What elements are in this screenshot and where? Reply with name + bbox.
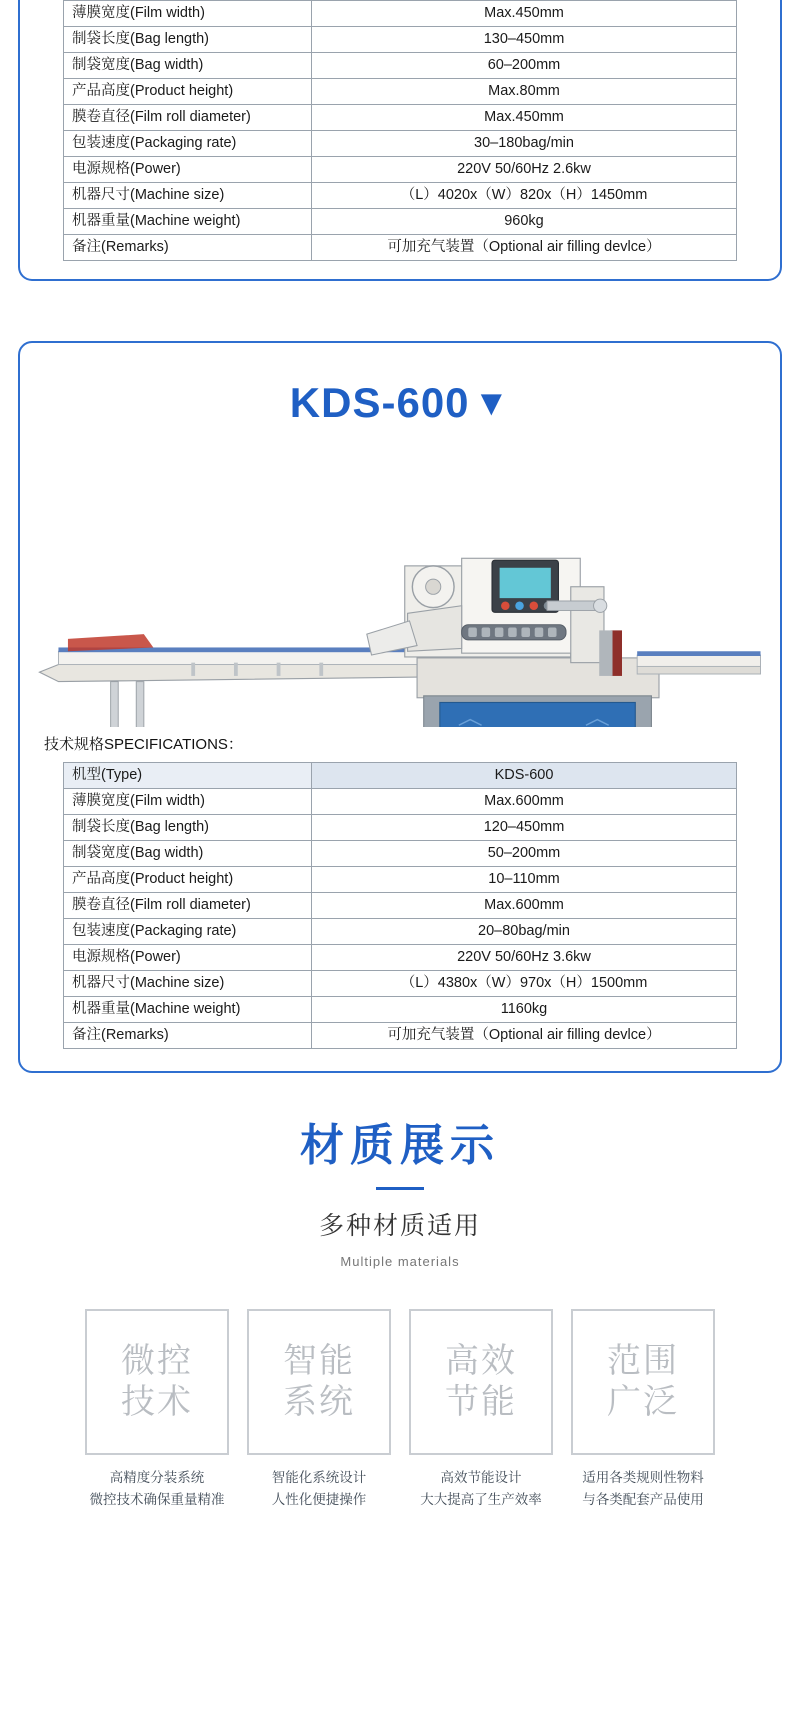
materials-subtitle: 多种材质适用: [318, 1212, 481, 1240]
machine-illustration: [30, 437, 770, 727]
spec-label: 备注(Remarks): [64, 235, 312, 261]
feature-line-1: 高效: [445, 1341, 517, 1380]
spec-label: 机器重量(Machine weight): [64, 209, 312, 235]
spec-value: 10–110mm: [312, 867, 737, 893]
kds600-spec-table: [63, 762, 737, 1049]
table-row: [64, 789, 737, 815]
feature-box: [85, 1309, 229, 1455]
table-row: [64, 53, 737, 79]
table-row: [64, 815, 737, 841]
spec-label: 产品高度(Product height): [64, 867, 312, 893]
top-spec-card: [18, 0, 782, 281]
spec-value: Max.600mm: [312, 893, 737, 919]
spec-label: 制袋长度(Bag length): [64, 27, 312, 53]
spec-label: 制袋宽度(Bag width): [64, 53, 312, 79]
table-row: [64, 1023, 737, 1049]
feature-line-2: 节能: [445, 1383, 517, 1421]
spec-label: 机器尺寸(Machine size): [64, 183, 312, 209]
spec-value: 20–80bag/min: [312, 919, 737, 945]
table-row: [64, 235, 737, 261]
spec-label: 薄膜宽度(Film width): [64, 1, 312, 27]
feature-item: [85, 1309, 229, 1512]
top-spec-table: [63, 0, 737, 261]
spec-label: 薄膜宽度(Film width): [64, 789, 312, 815]
feature-caption: [247, 1467, 391, 1512]
kds600-title: [20, 343, 780, 433]
feature-caption: [571, 1467, 715, 1512]
feature-caption-1: 高精度分装系统: [109, 1470, 205, 1485]
table-row: [64, 971, 737, 997]
feature-line-1: 微控: [121, 1341, 193, 1380]
table-row: [64, 919, 737, 945]
spec-label: 备注(Remarks): [64, 1023, 312, 1049]
spec-label: 机器尺寸(Machine size): [64, 971, 312, 997]
feature-caption: [409, 1467, 553, 1512]
spec-value: 可加充气装置（Optional air filling devlce）: [312, 1023, 737, 1049]
spec-value: 120–450mm: [312, 815, 737, 841]
spec-label: 包装速度(Packaging rate): [64, 919, 312, 945]
table-row: [64, 183, 737, 209]
spec-value: 220V 50/60Hz 2.6kw: [312, 157, 737, 183]
feature-caption-2: 大大提高了生产效率: [420, 1492, 542, 1508]
spec-value: Max.450mm: [312, 105, 737, 131]
feature-item: [571, 1309, 715, 1512]
feature-line-1: 智能: [283, 1341, 355, 1380]
spec-value: （L）4020x（W）820x（H）1450mm: [312, 183, 737, 209]
table-row: [64, 1, 737, 27]
table-row: [64, 867, 737, 893]
spec-value: Max.80mm: [312, 79, 737, 105]
feature-item: [409, 1309, 553, 1512]
feature-box: [409, 1309, 553, 1455]
kds600-title-text: KDS-600: [289, 379, 470, 426]
spec-label: 包装速度(Packaging rate): [64, 131, 312, 157]
feature-row: [0, 1309, 800, 1512]
table-row: [64, 893, 737, 919]
spec-value: 130–450mm: [312, 27, 737, 53]
spec-label: 制袋宽度(Bag width): [64, 841, 312, 867]
spec-value: 30–180bag/min: [312, 131, 737, 157]
spec-value: Max.600mm: [312, 789, 737, 815]
title-divider: [376, 1187, 424, 1190]
spec-value: 50–200mm: [312, 841, 737, 867]
spec-label: 制袋长度(Bag length): [64, 815, 312, 841]
spec-header-value: KDS-600: [312, 763, 737, 789]
feature-caption-2: 人性化便捷操作: [271, 1492, 367, 1508]
table-row: [64, 79, 737, 105]
feature-box: [247, 1309, 391, 1455]
spec-heading: 技术规格SPECIFICATIONS：: [44, 736, 243, 753]
spec-header-label: 机型(Type): [64, 763, 312, 789]
spec-value: Max.450mm: [312, 1, 737, 27]
table-row: [64, 157, 737, 183]
feature-item: [247, 1309, 391, 1512]
feature-caption-2: 微控技术确保重量精准: [89, 1492, 225, 1508]
table-header-row: [64, 763, 737, 789]
machine-drawing: [30, 437, 770, 727]
spec-value: 60–200mm: [312, 53, 737, 79]
table-row: [64, 841, 737, 867]
triangle-down-icon: ▼: [473, 382, 511, 423]
table-row: [64, 209, 737, 235]
spec-label: 机器重量(Machine weight): [64, 997, 312, 1023]
feature-caption-2: 与各类配套产品使用: [582, 1492, 704, 1508]
spec-value: 1160kg: [312, 997, 737, 1023]
spec-label: 膜卷直径(Film roll diameter): [64, 105, 312, 131]
feature-line-2: 系统: [283, 1383, 355, 1421]
materials-title: 材质展示: [300, 1121, 500, 1170]
spec-value: 220V 50/60Hz 3.6kw: [312, 945, 737, 971]
spec-label: 膜卷直径(Film roll diameter): [64, 893, 312, 919]
table-row: [64, 131, 737, 157]
table-row: [64, 945, 737, 971]
feature-caption: [85, 1467, 229, 1512]
table-row: [64, 105, 737, 131]
table-row: [64, 27, 737, 53]
table-row: [64, 997, 737, 1023]
feature-box: [571, 1309, 715, 1455]
spec-value: 960kg: [312, 209, 737, 235]
spec-label: 电源规格(Power): [64, 157, 312, 183]
materials-section: [0, 1109, 800, 1512]
spec-label: 产品高度(Product height): [64, 79, 312, 105]
feature-caption-1: 适用各类规则性物料: [582, 1470, 704, 1485]
spec-value: （L）4380x（W）970x（H）1500mm: [312, 971, 737, 997]
kds600-card: [18, 341, 782, 1073]
spec-label: 电源规格(Power): [64, 945, 312, 971]
feature-caption-1: 高效节能设计: [440, 1470, 522, 1485]
feature-caption-1: 智能化系统设计: [271, 1470, 367, 1485]
spec-value: 可加充气装置（Optional air filling devlce）: [312, 235, 737, 261]
feature-line-2: 广泛: [607, 1383, 679, 1421]
feature-line-2: 技术: [121, 1383, 193, 1421]
materials-subtitle-en: Multiple materials: [340, 1254, 460, 1269]
feature-line-1: 范围: [607, 1341, 679, 1380]
